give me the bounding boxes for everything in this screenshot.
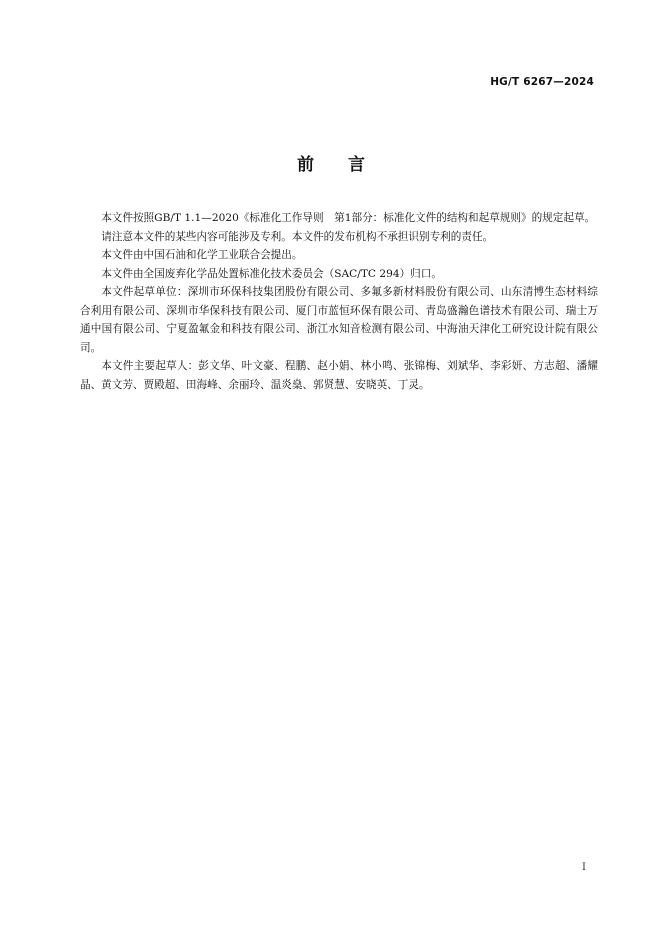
paragraph-drafting-rules: 本文件按照GB/T 1.1—2020《标准化工作导则 第1部分：标准化文件的结构和起草规则》的规定起草。 (101, 212, 596, 224)
paragraph-committee: 本文件由全国废弃化学品处置标准化技术委员会（SAC/TC 294）归口。 (101, 267, 442, 280)
page-title: 前言 (297, 155, 399, 175)
paragraph-patent-notice: 请注意本文件的某些内容可能涉及专利。本文件的发布机构不承担识别专利的责任。 (101, 230, 494, 243)
paragraph-proposer: 本文件由中国石油和化学工业联合会提出。 (101, 249, 303, 261)
document-body (80, 209, 598, 394)
paragraph-drafters: 本文件主要起草人：彭文华、叶文豪、程鹏、赵小娟、林小鸣、张锦梅、刘斌华、李彩妍、方志超、潘耀晶、黄文芳、贾殿超、田海峰、余丽玲、温炎燊、郭贤慧、安晓英、丁灵。 (80, 360, 598, 391)
document-code: HG/T 6267—2024 (490, 76, 594, 88)
paragraph-drafting-units: 本文件起草单位：深圳市环保科技集团股份有限公司、多氟多新材料股份有限公司、山东清博生态材料综合利用有限公司、深圳市华保科技有限公司、厦门市蓝恒环保有限公司、青岛盛瀚色谱技术有限公司、瑞士万通中国有限公司、宁夏盈氟金和科技有限公司、浙江水知音检测有限公司、中海油天津化工研究设计院有限公司。 (80, 286, 598, 354)
page-number: I (582, 862, 586, 873)
